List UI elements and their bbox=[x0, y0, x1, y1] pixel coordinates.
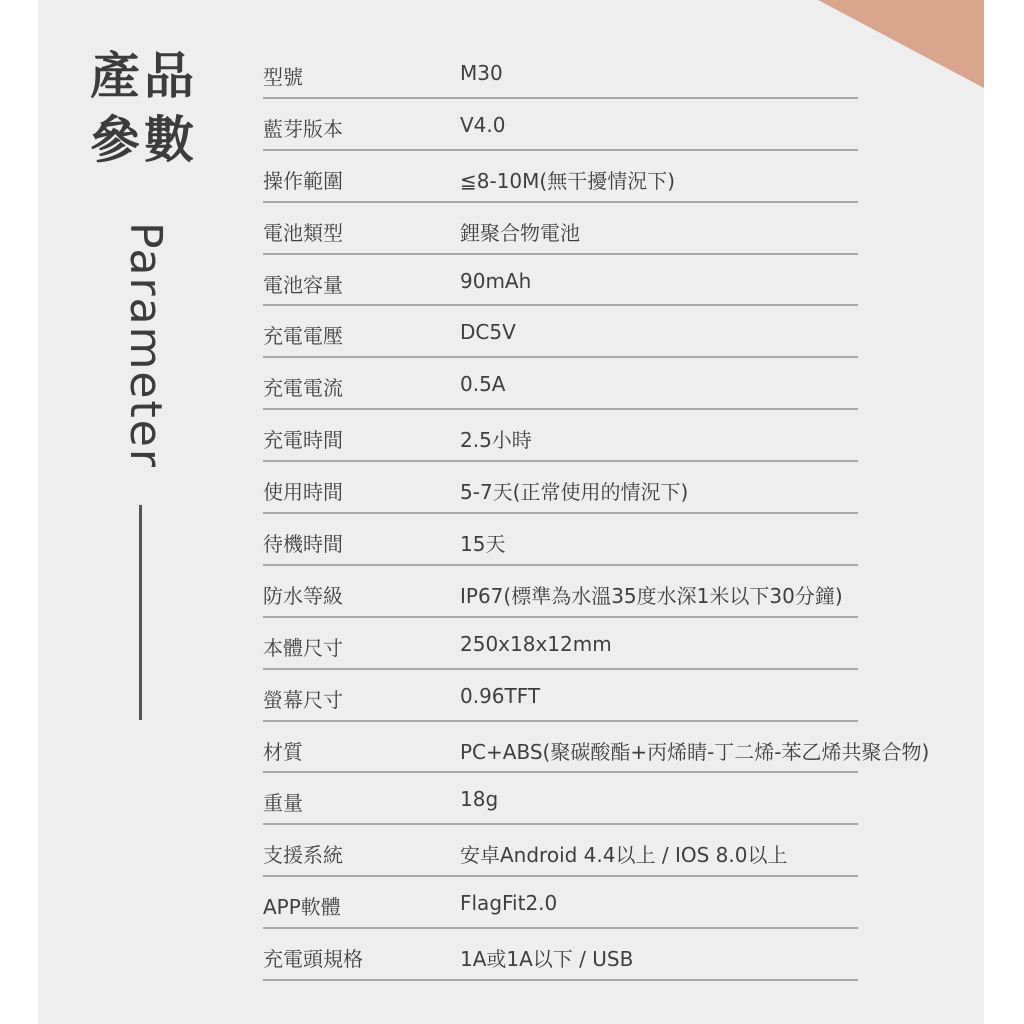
spec-value: 2.5小時 bbox=[460, 428, 532, 453]
spec-value: 0.96TFT bbox=[460, 683, 541, 708]
spec-value: 15天 bbox=[460, 532, 506, 557]
page-title bbox=[90, 44, 198, 172]
spec-value: V4.0 bbox=[460, 112, 506, 137]
spec-value: DC5V bbox=[460, 320, 516, 345]
spec-row bbox=[263, 306, 858, 358]
spec-panel bbox=[38, 0, 984, 1024]
spec-row bbox=[263, 618, 858, 670]
spec-row bbox=[263, 825, 858, 877]
spec-row bbox=[263, 773, 858, 825]
spec-row bbox=[263, 566, 858, 618]
spec-value: 18g bbox=[460, 787, 499, 812]
spec-value: PC+ABS(聚碳酸酯+丙烯睛-丁二烯-苯乙烯共聚合物) bbox=[460, 739, 930, 764]
spec-row bbox=[263, 203, 858, 255]
spec-label: 電池容量 bbox=[263, 272, 343, 297]
spec-row bbox=[263, 47, 858, 99]
subtitle-vertical: Parameter bbox=[120, 222, 171, 469]
spec-value: ≦8-10M(無干擾情況下) bbox=[460, 168, 676, 193]
spec-row bbox=[263, 151, 858, 203]
spec-value: FlagFit2.0 bbox=[460, 891, 558, 916]
spec-label: 材質 bbox=[263, 739, 303, 764]
spec-label: 充電頭規格 bbox=[263, 947, 363, 972]
title-line-2: 參數 bbox=[90, 111, 198, 169]
spec-label: 支援系統 bbox=[263, 843, 343, 868]
spec-label: 充電時間 bbox=[263, 428, 343, 453]
spec-row bbox=[263, 514, 858, 566]
spec-value: 90mAh bbox=[460, 268, 532, 293]
spec-value: 250x18x12mm bbox=[460, 631, 612, 656]
spec-value: 0.5A bbox=[460, 372, 506, 397]
spec-label: 重量 bbox=[263, 791, 303, 816]
spec-row bbox=[263, 670, 858, 722]
spec-label: 電池類型 bbox=[263, 220, 343, 245]
spec-label: 防水等級 bbox=[263, 583, 343, 608]
spec-row bbox=[263, 358, 858, 410]
spec-label: 使用時間 bbox=[263, 480, 343, 505]
spec-label: 充電電流 bbox=[263, 376, 343, 401]
spec-table bbox=[263, 47, 930, 981]
spec-label: 螢幕尺寸 bbox=[263, 687, 343, 712]
spec-value: 5-7天(正常使用的情況下) bbox=[460, 480, 689, 505]
spec-row bbox=[263, 929, 858, 981]
spec-label: 待機時間 bbox=[263, 532, 343, 557]
spec-value: 1A或1A以下 / USB bbox=[460, 947, 634, 972]
spec-value: 鋰聚合物電池 bbox=[460, 220, 580, 245]
spec-row bbox=[263, 462, 858, 514]
spec-label: 藍芽版本 bbox=[263, 116, 343, 141]
spec-value: IP67(標準為水溫35度水深1米以下30分鐘) bbox=[460, 583, 843, 608]
title-line-1: 產品 bbox=[90, 47, 198, 105]
spec-label: 充電電壓 bbox=[263, 324, 343, 349]
divider-line bbox=[139, 505, 142, 720]
spec-value: M30 bbox=[460, 61, 503, 85]
spec-row bbox=[263, 877, 858, 929]
spec-row bbox=[263, 722, 930, 774]
spec-label: 操作範圍 bbox=[263, 168, 343, 193]
spec-label: 型號 bbox=[263, 65, 303, 89]
spec-row bbox=[263, 255, 858, 307]
spec-row bbox=[263, 410, 858, 462]
spec-label: APP軟體 bbox=[263, 895, 341, 920]
spec-value: 安卓Android 4.4以上 / IOS 8.0以上 bbox=[460, 843, 788, 868]
spec-row bbox=[263, 99, 858, 151]
spec-label: 本體尺寸 bbox=[263, 635, 343, 660]
